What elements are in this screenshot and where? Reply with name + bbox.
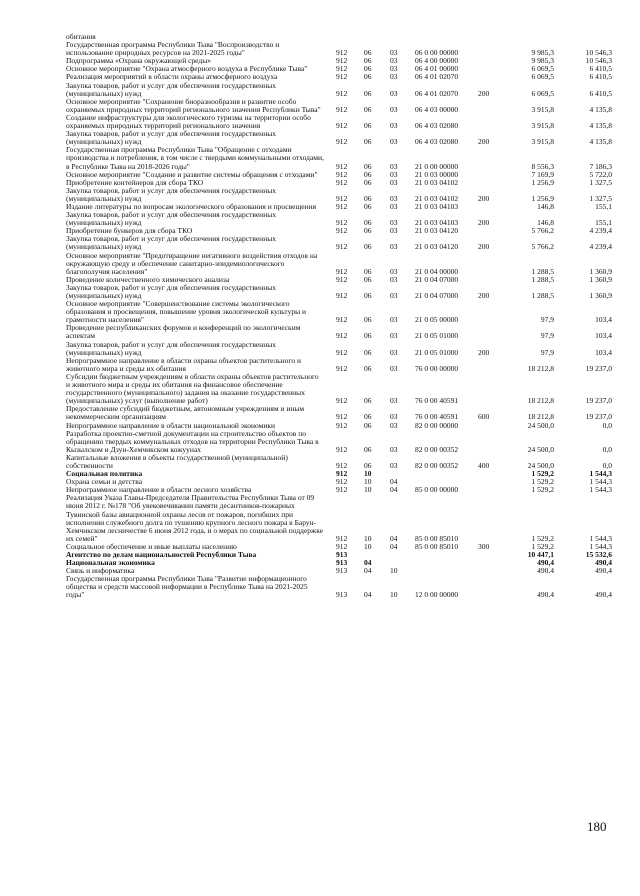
subsection-code: 03 [390, 266, 398, 276]
amount-year-1: 5 766,2 [531, 242, 554, 252]
section-code: 06 [364, 88, 372, 98]
subsection-code: 03 [390, 201, 398, 211]
expense-type-code: 200 [478, 242, 490, 252]
subsection-code: 03 [390, 242, 398, 252]
amount-year-2: 1 360,9 [589, 274, 612, 284]
amount-year-1: 9 985,3 [531, 48, 554, 58]
amount-year-1: 1 256,9 [531, 177, 554, 187]
row-description: Охрана семьи и детства [66, 477, 143, 487]
section-code: 10 [364, 477, 372, 487]
table-row [66, 373, 612, 405]
amount-year-2: 103,4 [595, 315, 612, 325]
department-code: 912 [336, 533, 348, 543]
row-description: Субсидии бюджетным учреждениям в области охраны объектов растительного и животного мира и среды их обитания на финансовое обеспечение государственного (муниципального) задания на оказание государственных (муниципальных) услуг (выполнение работ) [66, 371, 319, 406]
target-article-code: 21 0 03 04102 [415, 177, 459, 187]
subsection-code: 03 [390, 193, 398, 203]
target-article-code: 82 0 00 00000 [415, 420, 459, 430]
amount-year-1: 18 212,8 [527, 396, 554, 406]
table-row [66, 341, 612, 357]
amount-year-2: 6 410,5 [589, 72, 612, 82]
target-article-code: 21 0 00 00000 [415, 161, 459, 171]
target-article-code: 21 0 05 00000 [415, 315, 459, 325]
amount-year-1: 3 915,8 [531, 121, 554, 131]
department-code: 913 [336, 566, 348, 576]
target-article-code: 21 0 03 04103 [415, 218, 459, 228]
amount-year-2: 4 239,4 [589, 242, 612, 252]
table-row [66, 430, 612, 454]
section-code: 06 [364, 226, 372, 236]
section-code: 10 [364, 485, 372, 495]
subsection-code: 03 [390, 169, 398, 179]
section-code: 06 [364, 347, 372, 357]
table-row [66, 357, 612, 373]
department-code: 913 [336, 550, 348, 559]
subsection-code: 03 [390, 218, 398, 228]
department-code: 912 [336, 48, 348, 58]
department-code: 912 [336, 242, 348, 252]
table-row [66, 82, 612, 98]
department-code: 912 [336, 177, 348, 187]
department-code: 912 [336, 331, 348, 341]
amount-year-2: 4 135,8 [589, 137, 612, 147]
amount-year-2: 6 410,5 [589, 88, 612, 98]
target-article-code: 21 0 05 01000 [415, 331, 459, 341]
row-description: Закупка товаров, работ и услуг для обеспечения государственных (муниципальных) нужд [66, 129, 277, 147]
expense-type-code: 200 [478, 291, 490, 300]
amount-year-1: 24 500,0 [527, 444, 554, 454]
target-article-code: 76 0 00 40591 [415, 396, 459, 406]
target-article-code: 06 0 00 00000 [415, 48, 459, 58]
amount-year-2: 15 532,6 [585, 550, 612, 559]
department-code: 912 [336, 541, 348, 551]
expense-type-code: 600 [478, 412, 490, 422]
section-code: 06 [364, 169, 372, 179]
amount-year-1: 6 069,5 [531, 88, 554, 98]
section-code: 06 [364, 201, 372, 211]
table-row [66, 130, 612, 146]
row-description: Государственная программа Республики Тыва "Развитие информационного общества и средств массовой информации в Республике Тыва на 2021-2025 годы" [66, 574, 308, 600]
amount-year-1: 490,4 [537, 558, 554, 568]
subsection-code: 03 [390, 88, 398, 98]
amount-year-1: 24 500,0 [527, 420, 554, 430]
section-code: 06 [364, 218, 372, 228]
subsection-code: 03 [390, 412, 398, 422]
section-code: 06 [364, 266, 372, 276]
row-description: Государственная программа Республики Тыва "Обращение с отходами производства и потребления, в том числе с твердыми коммунальными отходами, в Республике Тыва на 2018-2026 годы" [66, 145, 324, 171]
department-code: 912 [336, 169, 348, 179]
row-description: Разработка проектно-сметной документации на строительство объектов по обращению твердых коммунальных отходов на территории Республики Тыва в Кызылском и Дзун-Хемчикском кожуунах [66, 428, 319, 454]
subsection-code: 03 [390, 64, 398, 74]
amount-year-1: 24 500,0 [527, 460, 554, 470]
row-description: Основное мероприятие "Совершенствование системы экологического образования и просвещения, повышение уровня экологической культуры и грамотности населения" [66, 299, 306, 325]
amount-year-1: 3 915,8 [531, 104, 554, 114]
amount-year-1: 97,9 [540, 315, 554, 325]
subsection-code: 03 [390, 347, 398, 357]
target-article-code: 21 0 03 04120 [415, 226, 459, 236]
subsection-code: 03 [390, 315, 398, 325]
subsection-code: 03 [390, 161, 398, 171]
subsection-code: 03 [390, 396, 398, 406]
expense-type-code: 200 [478, 137, 490, 147]
amount-year-1: 1 529,2 [531, 469, 554, 479]
target-article-code: 21 0 03 00000 [415, 169, 459, 179]
target-article-code: 06 4 01 02070 [415, 72, 459, 82]
amount-year-2: 19 237,0 [585, 396, 612, 406]
row-description: Закупка товаров, работ и услуг для обеспечения государственных (муниципальных) нужд [66, 80, 277, 98]
amount-year-2: 4 135,8 [589, 104, 612, 114]
table-row [66, 235, 612, 251]
department-code: 912 [336, 469, 348, 479]
target-article-code: 21 0 04 07000 [415, 274, 459, 284]
amount-year-1: 9 985,3 [531, 56, 554, 66]
department-code: 913 [336, 558, 348, 568]
row-description: Проведение количественного химического анализа [66, 274, 230, 284]
target-article-code: 82 0 00 00352 [415, 444, 459, 454]
amount-year-2: 7 186,3 [589, 161, 612, 171]
amount-year-1: 146,8 [537, 201, 554, 211]
expense-type-code: 200 [478, 193, 490, 203]
row-description: Приобретение контейнеров для сбора ТКО [66, 177, 204, 187]
section-code: 06 [364, 56, 372, 66]
section-code: 06 [364, 177, 372, 187]
amount-year-1: 97,9 [540, 347, 554, 357]
department-code: 912 [336, 161, 348, 171]
row-description: обитания [66, 32, 96, 41]
amount-year-2: 1 544,3 [589, 541, 612, 551]
amount-year-2: 1 544,3 [589, 477, 612, 487]
subsection-code: 03 [390, 444, 398, 454]
subsection-code: 03 [390, 177, 398, 187]
table-row [66, 98, 612, 114]
subsection-code: 03 [390, 274, 398, 284]
department-code: 912 [336, 274, 348, 284]
subsection-code: 03 [390, 331, 398, 341]
target-article-code: 06 4 03 00000 [415, 104, 459, 114]
row-description: Основное мероприятие "Создание и развитие системы обращения с отходами" [66, 169, 318, 179]
table-row [66, 114, 612, 130]
department-code: 912 [336, 193, 348, 203]
target-article-code: 76 0 00 40591 [415, 412, 459, 422]
department-code: 912 [336, 266, 348, 276]
row-description: Закупка товаров, работ и услуг для обеспечения государственных (муниципальных) нужд [66, 339, 277, 357]
expense-type-code: 200 [478, 347, 490, 357]
subsection-code: 03 [390, 226, 398, 236]
target-article-code: 85 0 00 85010 [415, 533, 459, 543]
amount-year-2: 490,4 [595, 590, 612, 600]
table-row [66, 494, 612, 543]
row-description: Основное мероприятие "Сохранение биоразнообразия и развитие особо охраняемых природных территорий регионального значения Республики Тыва" [66, 96, 321, 114]
amount-year-2: 490,4 [595, 566, 612, 576]
target-article-code: 21 0 03 04102 [415, 193, 459, 203]
page-number: 180 [587, 819, 607, 834]
department-code: 913 [336, 590, 348, 600]
target-article-code: 06 4 01 00000 [415, 64, 459, 74]
target-article-code: 85 0 00 00000 [415, 485, 459, 495]
row-description: Предоставление субсидий бюджетным, автономным учреждениям и иным некоммерческим организациям [66, 404, 305, 422]
row-description: Закупка товаров, работ и услуг для обеспечения государственных (муниципальных) нужд [66, 282, 277, 300]
section-code: 06 [364, 315, 372, 325]
department-code: 912 [336, 485, 348, 495]
section-code: 06 [364, 193, 372, 203]
amount-year-1: 1 288,5 [531, 291, 554, 300]
subsection-code: 10 [390, 566, 398, 576]
section-code: 06 [364, 291, 372, 300]
subsection-code: 04 [390, 485, 398, 495]
row-description: Социальное обеспечение и иные выплаты населению [66, 541, 237, 551]
subsection-code: 04 [390, 533, 398, 543]
subsection-code: 03 [390, 48, 398, 58]
target-article-code: 82 0 00 00352 [415, 460, 459, 470]
amount-year-2: 155,1 [595, 201, 612, 211]
department-code: 912 [336, 363, 348, 373]
row-description: Закупка товаров, работ и услуг для обеспечения государственных (муниципальных) нужд [66, 185, 277, 203]
amount-year-2: 1 327,5 [589, 193, 612, 203]
target-article-code: 21 0 03 04103 [415, 201, 459, 211]
department-code: 912 [336, 201, 348, 211]
row-description: Закупка товаров, работ и услуг для обеспечения государственных (муниципальных) нужд [66, 210, 277, 228]
target-article-code: 21 0 05 01000 [415, 347, 459, 357]
table-row [66, 300, 612, 324]
row-description: Непрограммное направление в области лесного хозяйства [66, 485, 252, 495]
subsection-code: 03 [390, 420, 398, 430]
subsection-code: 10 [390, 590, 398, 600]
target-article-code: 21 0 04 00000 [415, 266, 459, 276]
row-description: Агентство по делам национальностей Республики Тыва [66, 550, 257, 559]
section-code: 06 [364, 48, 372, 58]
amount-year-1: 490,4 [537, 590, 554, 600]
department-code: 912 [336, 121, 348, 131]
amount-year-1: 1 529,2 [531, 533, 554, 543]
section-code: 06 [364, 460, 372, 470]
amount-year-1: 146,8 [537, 218, 554, 228]
row-description: Государственная программа Республики Тыва "Воспроизводство и использование природных ресурсов на 2021-2025 годы" [66, 40, 280, 58]
row-description: Капитальные вложения в объекты государственной (муниципальной) собственности [66, 452, 288, 470]
subsection-code: 03 [390, 72, 398, 82]
amount-year-1: 6 069,5 [531, 64, 554, 74]
section-code: 04 [364, 558, 372, 568]
amount-year-2: 0,0 [602, 420, 612, 430]
amount-year-2: 1 360,9 [589, 266, 612, 276]
section-code: 04 [364, 566, 372, 576]
amount-year-1: 1 288,5 [531, 266, 554, 276]
department-code: 912 [336, 218, 348, 228]
table-row [66, 187, 612, 203]
section-code: 06 [364, 104, 372, 114]
amount-year-1: 6 069,5 [531, 72, 554, 82]
amount-year-1: 3 915,8 [531, 137, 554, 147]
target-article-code: 06 4 01 02070 [415, 88, 459, 98]
target-article-code: 06 4 03 02080 [415, 137, 459, 147]
department-code: 912 [336, 72, 348, 82]
amount-year-2: 4 135,8 [589, 121, 612, 131]
table-row [66, 324, 612, 340]
amount-year-1: 18 212,8 [527, 412, 554, 422]
amount-year-1: 10 447,1 [527, 550, 554, 559]
amount-year-2: 1 544,3 [589, 533, 612, 543]
subsection-code: 04 [390, 477, 398, 487]
row-description: Проведение республиканских форумов и конференций по экологическим аспектам [66, 323, 301, 341]
section-code: 06 [364, 331, 372, 341]
row-description: Национальная экономика [66, 558, 155, 568]
amount-year-1: 490,4 [537, 566, 554, 576]
target-article-code: 21 0 04 07000 [415, 291, 459, 300]
section-code: 06 [364, 242, 372, 252]
row-description: Связь и информатика [66, 566, 135, 576]
department-code: 912 [336, 477, 348, 487]
department-code: 912 [336, 56, 348, 66]
department-code: 912 [336, 137, 348, 147]
target-article-code: 85 0 00 85010 [415, 541, 459, 551]
section-code: 10 [364, 541, 372, 551]
amount-year-1: 1 529,2 [531, 477, 554, 487]
amount-year-2: 103,4 [595, 331, 612, 341]
amount-year-2: 5 722,0 [589, 169, 612, 179]
amount-year-1: 1 256,9 [531, 193, 554, 203]
table-row [66, 405, 612, 421]
section-code: 06 [364, 444, 372, 454]
section-code: 06 [364, 72, 372, 82]
amount-year-2: 19 237,0 [585, 363, 612, 373]
table-row [66, 146, 612, 170]
section-code: 10 [364, 469, 372, 479]
row-description: Социальная политика [66, 469, 143, 479]
section-code: 04 [364, 590, 372, 600]
amount-year-2: 103,4 [595, 347, 612, 357]
department-code: 912 [336, 64, 348, 74]
section-code: 06 [364, 137, 372, 147]
section-code: 06 [364, 121, 372, 131]
amount-year-2: 1 360,9 [589, 291, 612, 300]
section-code: 06 [364, 64, 372, 74]
subsection-code: 03 [390, 121, 398, 131]
section-code: 06 [364, 274, 372, 284]
department-code: 912 [336, 347, 348, 357]
row-description: Основное мероприятие "Предотвращение негативного воздействия отходов на окружающую среду и обеспечение санитарно-эпидемиологического благополучия населения" [66, 250, 318, 276]
amount-year-2: 19 237,0 [585, 412, 612, 422]
row-description: Закупка товаров, работ и услуг для обеспечения государственных (муниципальных) нужд [66, 234, 277, 252]
amount-year-1: 7 169,9 [531, 169, 554, 179]
target-article-code: 76 0 00 00000 [415, 363, 459, 373]
target-article-code: 06 4 03 02080 [415, 121, 459, 131]
row-description: Приобретение бункеров для сбора ТКО [66, 226, 193, 236]
row-description: Реализация мероприятий в области охраны атмосферного воздуха [66, 72, 278, 82]
amount-year-2: 6 410,5 [589, 64, 612, 74]
expense-type-code: 200 [478, 218, 490, 228]
target-article-code: 06 4 00 00000 [415, 56, 459, 66]
amount-year-1: 5 766,2 [531, 226, 554, 236]
amount-year-2: 10 546,3 [585, 56, 612, 66]
budget-table [66, 33, 612, 600]
section-code: 06 [364, 161, 372, 171]
row-description: Издание литературы по вопросам экологического образования и просвещения [66, 201, 317, 211]
expense-type-code: 400 [478, 460, 490, 470]
section-code: 06 [364, 420, 372, 430]
department-code: 912 [336, 104, 348, 114]
amount-year-2: 1 327,5 [589, 177, 612, 187]
table-row [66, 252, 612, 276]
department-code: 912 [336, 315, 348, 325]
amount-year-1: 1 288,5 [531, 274, 554, 284]
department-code: 912 [336, 420, 348, 430]
row-description: Непрограммное направление в области охраны объектов растительного и животного мира и среды их обитания [66, 355, 301, 373]
section-code: 06 [364, 363, 372, 373]
row-description: Реализация Указа Главы-Председателя Правительства Республики Тыва от 09 июня 2012 г. №178 "Об увековечивании памяти десантников-пожарных Тувинской базы авиационной охраны лесов от пожаров, погибших при исполнении служебного долга по тушению крупного лесного пожара в Барун-Хемчикском лесничестве 6 июня 2012 года, и о мерах по социальной поддержке их семей" [66, 493, 324, 543]
amount-year-1: 8 556,3 [531, 161, 554, 171]
row-description: Создание инфраструктуры для экологического туризма на территории особо охраняемых природных территорий регионального значения [66, 112, 311, 131]
subsection-code: 04 [390, 541, 398, 551]
department-code: 912 [336, 396, 348, 406]
row-description: Непрограммное направление в области национальной экономики [66, 420, 276, 430]
amount-year-1: 18 212,8 [527, 363, 554, 373]
subsection-code: 03 [390, 56, 398, 66]
department-code: 912 [336, 226, 348, 236]
table-row [66, 575, 612, 599]
section-code: 10 [364, 533, 372, 543]
amount-year-2: 0,0 [602, 444, 612, 454]
subsection-code: 03 [390, 363, 398, 373]
amount-year-2: 155,1 [595, 218, 612, 228]
table-row [66, 284, 612, 300]
section-code: 06 [364, 396, 372, 406]
amount-year-2: 4 239,4 [589, 226, 612, 236]
department-code: 912 [336, 460, 348, 470]
department-code: 912 [336, 412, 348, 422]
department-code: 912 [336, 444, 348, 454]
table-row [66, 41, 612, 57]
expense-type-code: 300 [478, 541, 490, 551]
target-article-code: 12 0 00 00000 [415, 590, 459, 600]
expense-type-code: 200 [478, 88, 490, 98]
table-row [66, 454, 612, 470]
amount-year-2: 1 544,3 [589, 485, 612, 495]
amount-year-2: 1 544,3 [589, 469, 612, 479]
subsection-code: 03 [390, 460, 398, 470]
department-code: 912 [336, 291, 348, 300]
amount-year-1: 1 529,2 [531, 541, 554, 551]
amount-year-2: 490,4 [595, 558, 612, 568]
amount-year-1: 97,9 [540, 331, 554, 341]
subsection-code: 03 [390, 137, 398, 147]
row-description: Основное мероприятие "Охрана атмосферного воздуха в Республике Тыва" [66, 64, 308, 74]
amount-year-2: 0,0 [602, 460, 612, 470]
table-row [66, 211, 612, 227]
target-article-code: 21 0 03 04120 [415, 242, 459, 252]
row-description: Подпрограмма «Охрана окружающей среды» [66, 56, 212, 66]
subsection-code: 03 [390, 291, 398, 300]
department-code: 912 [336, 88, 348, 98]
amount-year-2: 10 546,3 [585, 48, 612, 58]
amount-year-1: 1 529,2 [531, 485, 554, 495]
subsection-code: 03 [390, 104, 398, 114]
section-code: 06 [364, 412, 372, 422]
